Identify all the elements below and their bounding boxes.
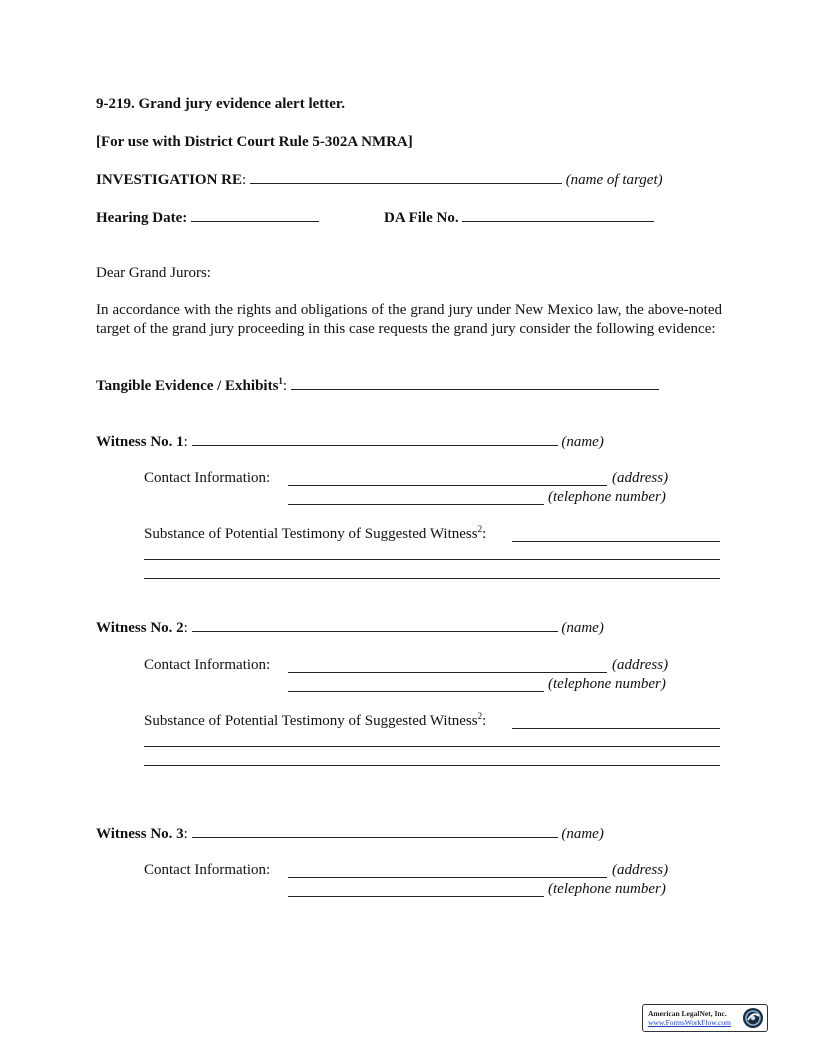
- witness-2-substance-field[interactable]: [512, 728, 720, 729]
- witness-1-substance-line-2[interactable]: [144, 559, 720, 560]
- witness-1-phone-field[interactable]: [288, 504, 544, 505]
- witness-2-contact-label: Contact Information:: [144, 657, 271, 673]
- investigation-row: INVESTIGATION RE: (name of target): [96, 172, 663, 188]
- footer-brand: American LegalNet, Inc.: [648, 1009, 727, 1018]
- witness-1-substance-row: Substance of Potential Testimony of Suggested Witness$^2$:: [144, 524, 487, 542]
- witness-2-name-field[interactable]: [192, 619, 558, 632]
- intro-paragraph: In accordance with the rights and obligations of the grand jury under New Mexico law, the above-noted target of the grand jury proceeding in this case requests the grand jury consider the following evidence:: [96, 302, 722, 337]
- witness-1-row: Witness No. 1: (name): [96, 434, 604, 450]
- witness-1-address-field[interactable]: [288, 485, 607, 486]
- investigation-field[interactable]: [250, 171, 562, 184]
- witness-3-phone-field[interactable]: [288, 896, 544, 897]
- hearing-date-field[interactable]: [191, 209, 319, 222]
- tangible-row: Tangible Evidence / Exhibits$^1$:: [96, 377, 659, 395]
- tangible-field[interactable]: [291, 377, 659, 390]
- witness-2-phone-hint: (telephone number): [548, 676, 666, 692]
- da-file-field[interactable]: [462, 209, 654, 222]
- footer-url[interactable]: www.FormsWorkFlow.com: [648, 1018, 732, 1027]
- footnote-2-marker: 2: [477, 524, 483, 534]
- witness-3-label: Witness No. 3: [96, 826, 184, 842]
- da-file-row: [384, 209, 654, 227]
- witness-2-phone-field[interactable]: [288, 691, 544, 692]
- witness-1-substance-label: Substance of Potential Testimony of Suggested Witness: [144, 526, 478, 542]
- witness-1-phone-hint: (telephone number): [548, 489, 666, 505]
- witness-2-substance-row: Substance of Potential Testimony of Suggested Witness$^2$:: [144, 711, 487, 729]
- witness-1-name-hint: (name): [561, 434, 604, 450]
- footnote-1-marker: 1: [278, 376, 283, 386]
- witness-1-address-hint: (address): [612, 470, 669, 486]
- tangible-label: Tangible Evidence / Exhibits: [96, 378, 279, 394]
- witness-3-row: Witness No. 3: (name): [96, 826, 604, 842]
- witness-3-contact-label: Contact Information:: [144, 862, 271, 878]
- witness-2-substance-label: Substance of Potential Testimony of Suggested Witness: [144, 713, 478, 729]
- witness-3-address-hint: (address): [612, 862, 669, 878]
- rule-reference: [For use with District Court Rule 5-302A NMRA]: [96, 134, 413, 150]
- investigation-label: INVESTIGATION RE: [96, 172, 243, 188]
- investigation-hint: (name of target): [565, 172, 663, 188]
- form-title: 9-219. Grand jury evidence alert letter.: [96, 96, 345, 112]
- witness-3-address-field[interactable]: [288, 877, 607, 878]
- witness-1-substance-line-3[interactable]: [144, 578, 720, 579]
- witness-1-substance-field[interactable]: [512, 541, 720, 542]
- hearing-row: [96, 209, 319, 227]
- witness-1-contact-label: Contact Information:: [144, 470, 271, 486]
- witness-2-substance-line-2[interactable]: [144, 746, 720, 747]
- witness-1-name-field[interactable]: [192, 433, 558, 446]
- witness-2-address-hint: (address): [612, 657, 669, 673]
- salutation: Dear Grand Jurors:: [96, 265, 211, 281]
- witness-2-address-field[interactable]: [288, 672, 607, 673]
- witness-1-label: Witness No. 1: [96, 434, 184, 450]
- witness-2-row: Witness No. 2: (name): [96, 620, 604, 636]
- witness-2-name-hint: (name): [561, 620, 604, 636]
- footer-logo[interactable]: [642, 1004, 768, 1032]
- witness-2-substance-line-3[interactable]: [144, 765, 720, 766]
- witness-2-label: Witness No. 2: [96, 620, 184, 636]
- witness-3-phone-hint: (telephone number): [548, 881, 666, 897]
- footnote-2-marker: 2: [477, 711, 483, 721]
- da-file-label: DA File No.: [384, 210, 459, 226]
- witness-3-name-hint: (name): [561, 826, 604, 842]
- globe-icon: [742, 1007, 764, 1029]
- hearing-date-label: Hearing Date:: [96, 210, 188, 226]
- witness-3-name-field[interactable]: [192, 825, 558, 838]
